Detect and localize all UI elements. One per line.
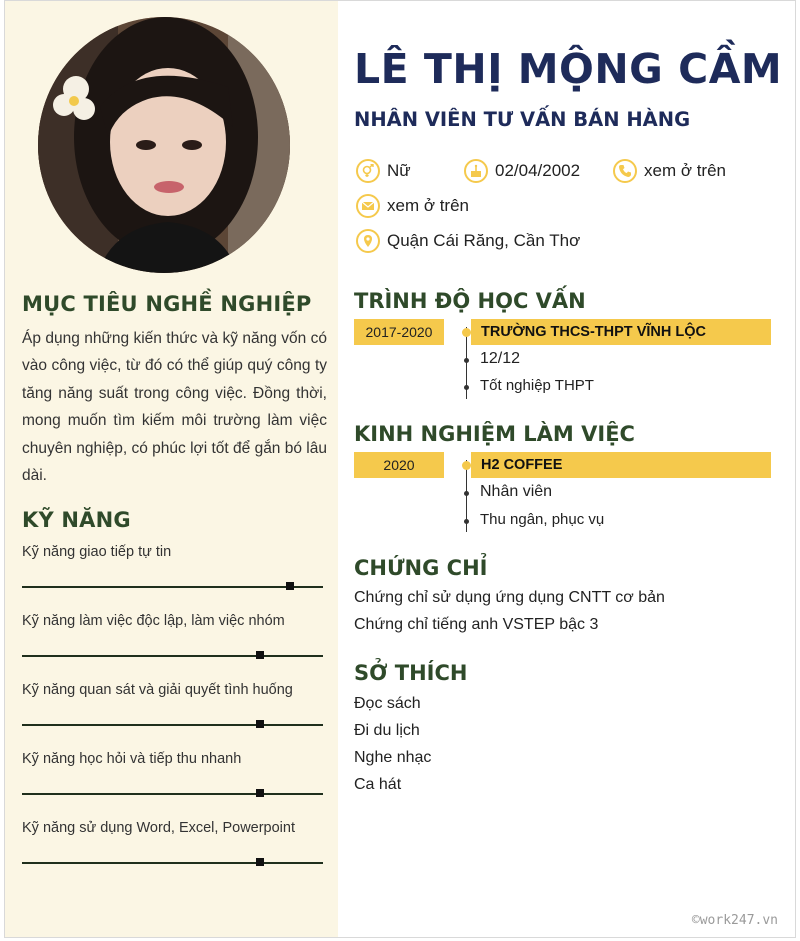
skills-heading: KỸ NĂNG bbox=[22, 508, 131, 532]
skill-level-marker bbox=[286, 582, 294, 590]
birthday-info bbox=[464, 159, 580, 183]
timeline-dot bbox=[462, 461, 471, 470]
skill-bar bbox=[22, 655, 323, 657]
skill-level-marker bbox=[256, 858, 264, 866]
address-value: Quận Cái Răng, Cần Thơ bbox=[387, 231, 581, 250]
hobby-item: Đọc sách bbox=[354, 695, 421, 712]
skill-level-marker bbox=[256, 651, 264, 659]
mail-icon bbox=[356, 194, 380, 218]
cv-page bbox=[4, 0, 796, 938]
education-detail: Tốt nghiệp THPT bbox=[480, 377, 594, 394]
gender-info bbox=[356, 159, 411, 183]
skill-bar bbox=[22, 862, 323, 864]
hobbies-heading: SỞ THÍCH bbox=[354, 661, 468, 685]
experience-heading: KINH NGHIỆM LÀM VIỆC bbox=[354, 422, 635, 446]
timeline-dot bbox=[464, 491, 469, 496]
certificates-heading: CHỨNG CHỈ bbox=[354, 556, 488, 580]
education-school: TRƯỜNG THCS-THPT VĨNH LỘC bbox=[471, 319, 771, 345]
map-pin-icon bbox=[356, 229, 380, 253]
skill-label: Kỹ năng làm việc độc lập, làm việc nhóm bbox=[22, 613, 285, 629]
education-heading: TRÌNH ĐỘ HỌC VẤN bbox=[354, 289, 586, 313]
experience-company: H2 COFFEE bbox=[471, 452, 771, 478]
email-value: xem ở trên bbox=[387, 196, 470, 215]
gender-value: Nữ bbox=[387, 161, 411, 180]
address-info bbox=[356, 229, 580, 253]
skill-bar bbox=[22, 586, 323, 588]
timeline-dot bbox=[464, 385, 469, 390]
objective-text: Áp dụng những kiến thức và kỹ năng vốn có vào công việc, từ đó có thể giúp quý công ty tăng năng suất trong công việc. Đồng thời, mong muốn tìm kiếm môi trường làm việc chuyên nghiệp, có phúc lợi tốt để gắn bó lâu dài. bbox=[22, 330, 327, 485]
candidate-name: LÊ THỊ MỘNG CẦM bbox=[354, 45, 783, 93]
skill-label: Kỹ năng sử dụng Word, Excel, Powerpoint bbox=[22, 820, 296, 836]
objective-heading: MỤC TIÊU NGHỀ NGHIỆP bbox=[22, 292, 312, 316]
skill-level-marker bbox=[256, 720, 264, 728]
skill-level-marker bbox=[256, 789, 264, 797]
timeline-dot bbox=[464, 358, 469, 363]
hobby-item: Nghe nhạc bbox=[354, 749, 432, 766]
sidebar bbox=[5, 1, 338, 937]
skill-label: Kỹ năng quan sát và giải quyết tình huống bbox=[22, 682, 293, 698]
avatar-photo bbox=[38, 17, 290, 273]
birthday-cake-icon bbox=[464, 159, 488, 183]
phone-info bbox=[613, 159, 726, 183]
watermark: ©work247.vn bbox=[691, 913, 778, 928]
gender-icon bbox=[356, 159, 380, 183]
certificate-item: Chứng chỉ sử dụng ứng dụng CNTT cơ bản bbox=[354, 589, 665, 606]
skill-bar bbox=[22, 724, 323, 726]
hobby-item: Đi du lịch bbox=[354, 722, 420, 739]
job-title: NHÂN VIÊN TƯ VẤN BÁN HÀNG bbox=[354, 108, 691, 131]
education-detail: 12/12 bbox=[480, 350, 521, 367]
phone-icon bbox=[613, 159, 637, 183]
phone-value: xem ở trên bbox=[644, 161, 727, 180]
certificate-item: Chứng chỉ tiếng anh VSTEP bậc 3 bbox=[354, 616, 599, 633]
skill-label: Kỹ năng giao tiếp tự tin bbox=[22, 544, 172, 560]
main-content bbox=[338, 1, 795, 937]
email-info bbox=[356, 194, 469, 218]
timeline-dot bbox=[462, 328, 471, 337]
experience-period: 2020 bbox=[354, 452, 444, 478]
skill-label: Kỹ năng học hỏi và tiếp thu nhanh bbox=[22, 751, 242, 767]
education-period: 2017-2020 bbox=[354, 319, 444, 345]
timeline-dot bbox=[464, 519, 469, 524]
skill-bar bbox=[22, 793, 323, 795]
birthday-value: 02/04/2002 bbox=[495, 161, 581, 180]
experience-detail: Nhân viên bbox=[480, 483, 553, 500]
experience-detail: Thu ngân, phục vụ bbox=[480, 511, 605, 528]
hobby-item: Ca hát bbox=[354, 776, 402, 793]
